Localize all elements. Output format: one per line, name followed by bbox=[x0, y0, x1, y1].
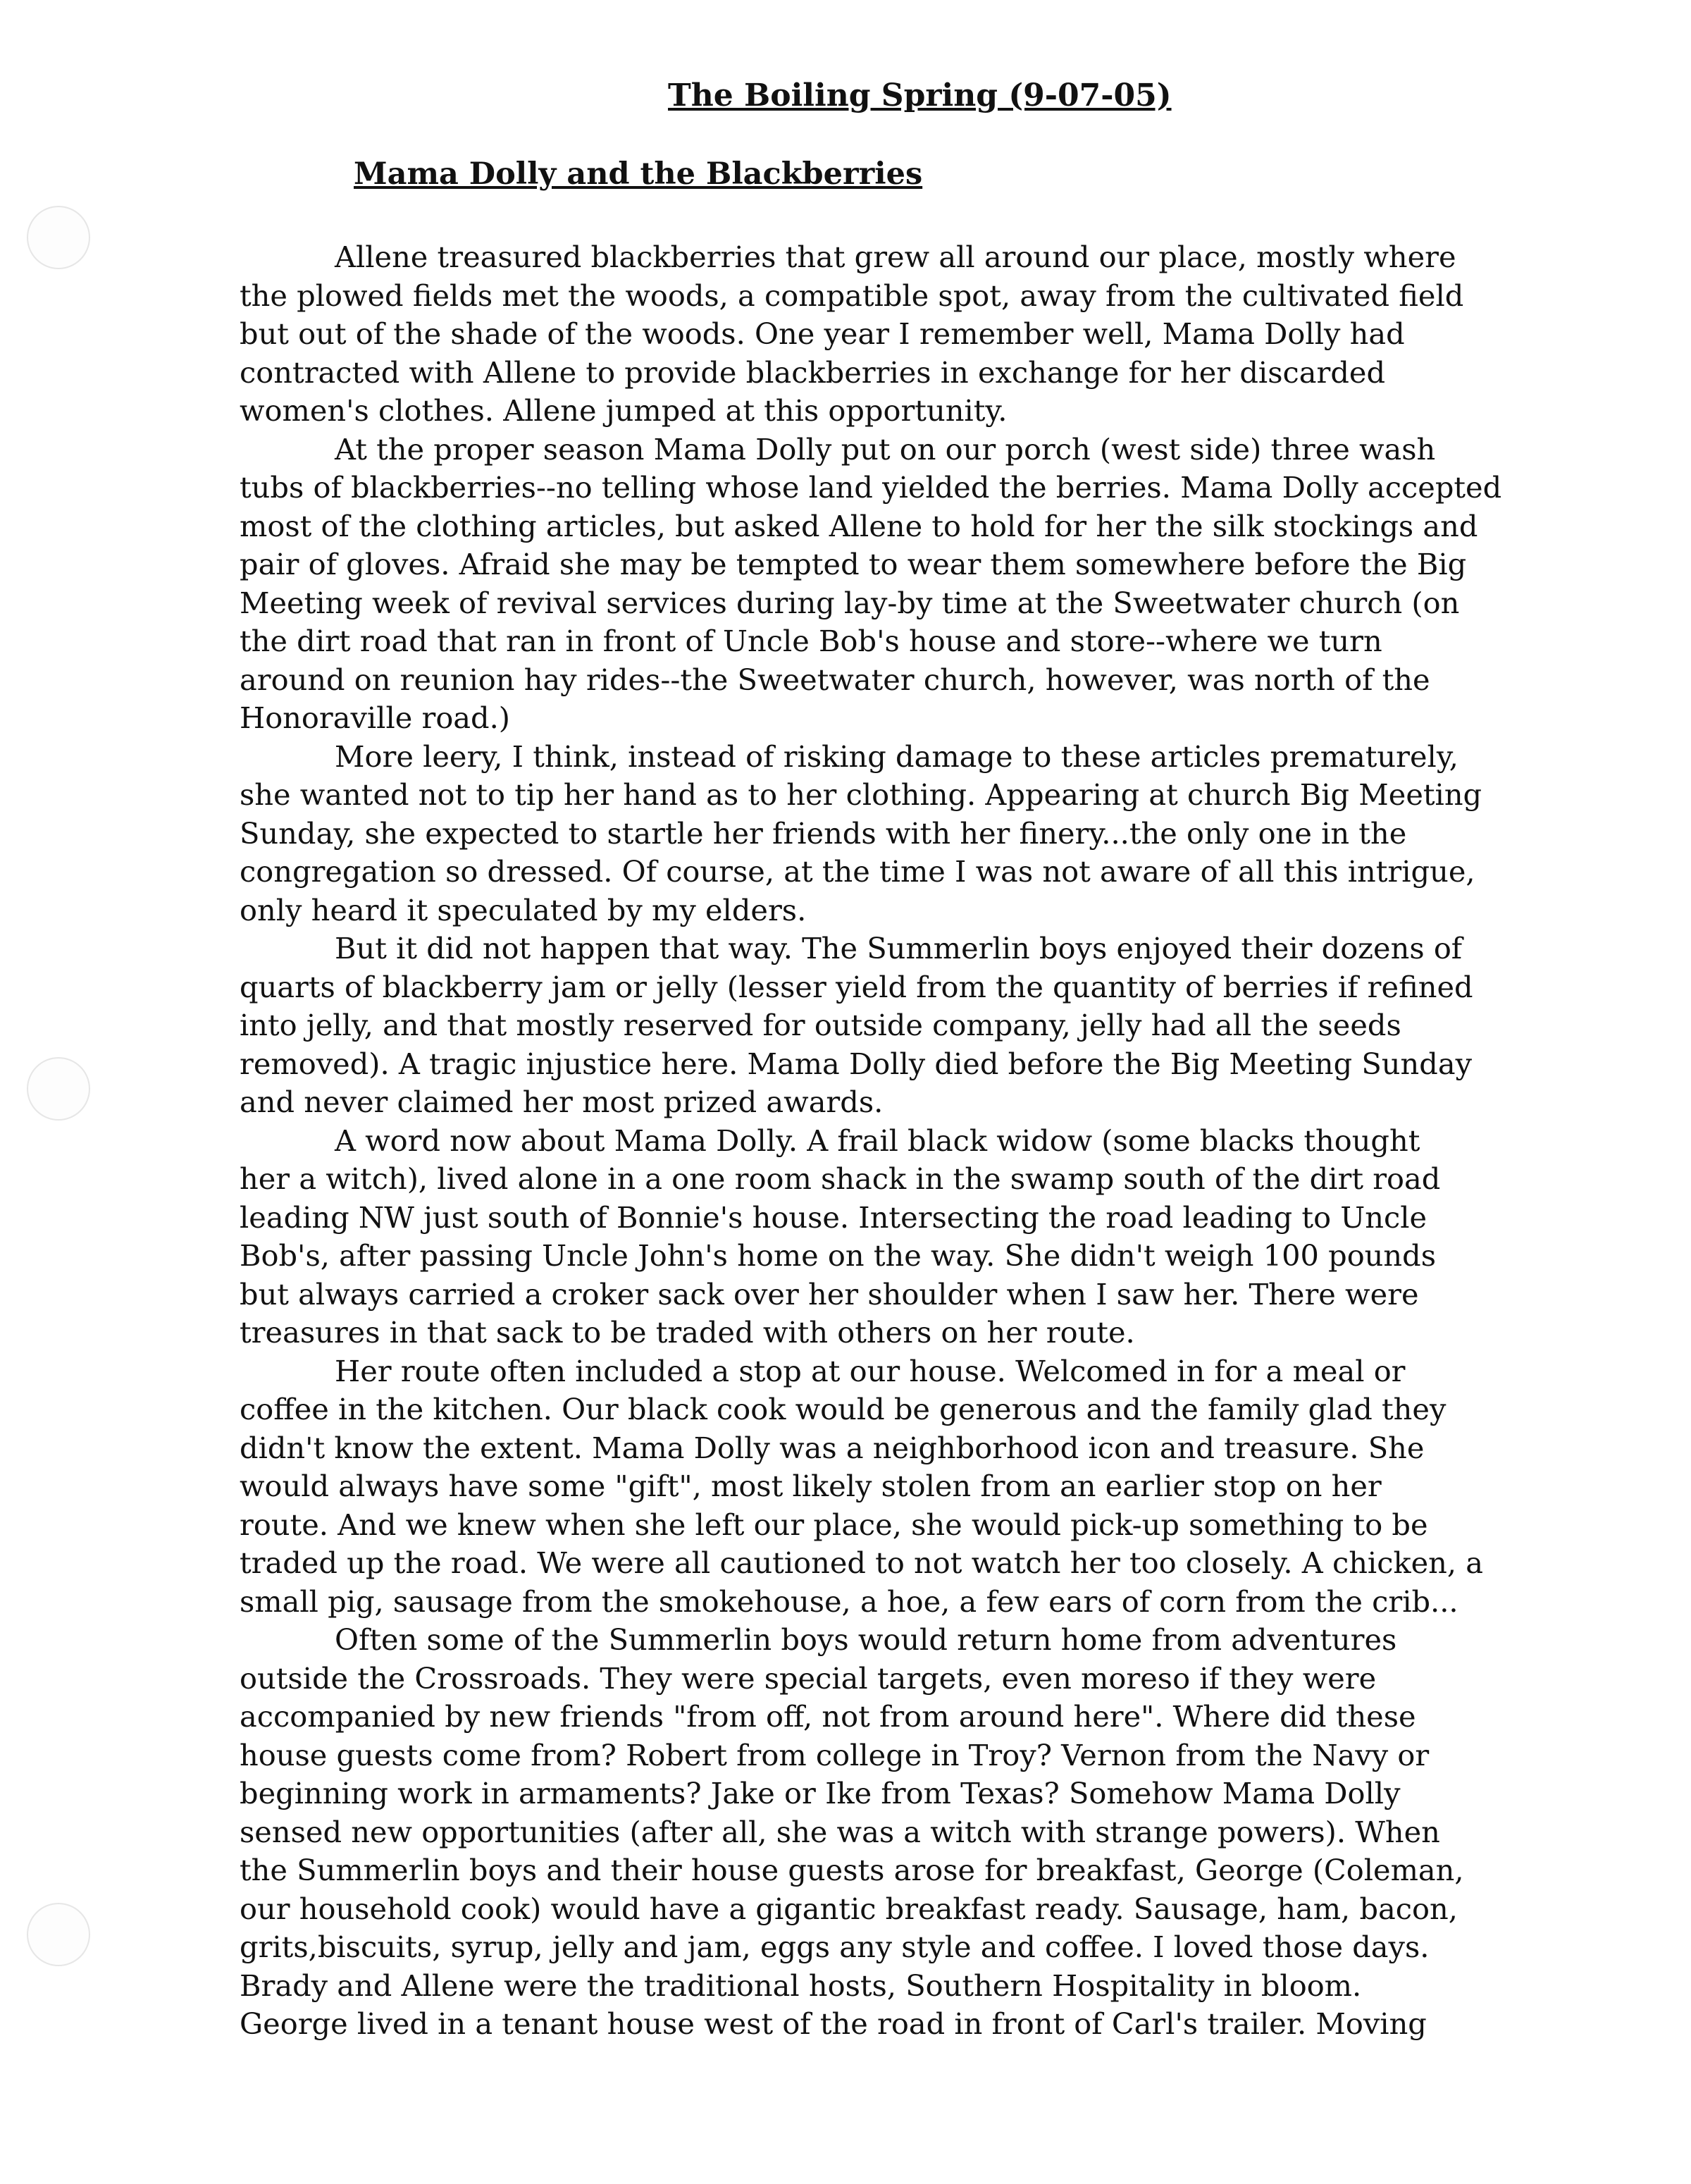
text-line: most of the clothing articles, but asked Allene to hold for her the silk stockings and bbox=[240, 508, 1478, 543]
text-line: tubs of blackberries--no telling whose land yielded the berries. Mama Dolly accepted bbox=[240, 470, 1502, 505]
text-line: traded up the road. We were all cautioned to not watch her too closely. A chicken, a bbox=[240, 1546, 1484, 1580]
text-line: only heard it speculated by my elders. bbox=[240, 892, 807, 927]
text-line: At the proper season Mama Dolly put on our porch (west side) three wash bbox=[335, 431, 1436, 467]
paragraph bbox=[240, 431, 1529, 738]
text-line: grits,biscuits, syrup, jelly and jam, eggs any style and coffee. I loved those days. bbox=[240, 1930, 1430, 1964]
punch-hole-middle bbox=[27, 1057, 90, 1121]
text-line: More leery, I think, instead of risking damage to these articles prematurely, bbox=[335, 739, 1458, 774]
text-line: small pig, sausage from the smokehouse, a hoe, a few ears of corn from the crib... bbox=[240, 1584, 1458, 1619]
text-line: accompanied by new friends "from off, not from around here". Where did these bbox=[240, 1699, 1416, 1734]
paragraph bbox=[240, 738, 1529, 930]
paragraph bbox=[240, 1621, 1529, 2044]
text-line: Sunday, she expected to startle her friends with her finery...the only one in the bbox=[240, 815, 1407, 851]
paragraph bbox=[240, 930, 1529, 1122]
text-line: contracted with Allene to provide blackberries in exchange for her discarded bbox=[240, 354, 1386, 390]
page-title: The Boiling Spring (9-07-05) bbox=[668, 78, 1172, 113]
text-line: pair of gloves. Afraid she may be tempted to wear them somewhere before the Big bbox=[240, 547, 1467, 581]
text-line: would always have some "gift", most likely stolen from an earlier stop on her bbox=[240, 1469, 1382, 1503]
text-line: Honoraville road.) bbox=[240, 701, 510, 735]
paragraph bbox=[240, 1122, 1529, 1352]
text-line: beginning work in armaments? Jake or Ike from Texas? Somehow Mama Dolly bbox=[240, 1776, 1401, 1810]
text-line: her a witch), lived alone in a one room shack in the swamp south of the dirt road bbox=[240, 1161, 1441, 1196]
text-line: but out of the shade of the woods. One year I remember well, Mama Dolly had bbox=[240, 316, 1405, 351]
text-line: into jelly, and that mostly reserved for outside company, jelly had all the seeds bbox=[240, 1008, 1401, 1042]
document-body bbox=[240, 238, 1529, 2044]
text-line: outside the Crossroads. They were special targets, even moreso if they were bbox=[240, 1660, 1377, 1696]
text-line: house guests come from? Robert from college in Troy? Vernon from the Navy or bbox=[240, 1737, 1430, 1772]
text-line: quarts of blackberry jam or jelly (lesser yield from the quantity of berries if refined bbox=[240, 969, 1473, 1004]
text-line: Meeting week of revival services during lay-by time at the Sweetwater church (on bbox=[240, 585, 1460, 620]
text-line: sensed new opportunities (after all, she was a witch with strange powers). When bbox=[240, 1814, 1440, 1849]
text-line: But it did not happen that way. The Summerlin boys enjoyed their dozens of bbox=[335, 931, 1463, 965]
text-line: the Summerlin boys and their house guests arose for breakfast, George (Coleman, bbox=[240, 1853, 1464, 1887]
text-line: she wanted not to tip her hand as to her clothing. Appearing at church Big Meeting bbox=[240, 777, 1482, 812]
text-line: the plowed fields met the woods, a compatible spot, away from the cultivated field bbox=[240, 278, 1464, 313]
text-line: around on reunion hay rides--the Sweetwater church, however, was north of the bbox=[240, 662, 1430, 697]
section-title: Mama Dolly and the Blackberries bbox=[354, 156, 923, 192]
text-line: the dirt road that ran in front of Uncle Bob's house and store--where we turn bbox=[240, 624, 1382, 658]
text-line: women's clothes. Allene jumped at this opportunity. bbox=[240, 393, 1008, 428]
text-line: coffee in the kitchen. Our black cook would be generous and the family glad they bbox=[240, 1392, 1447, 1426]
text-line: A word now about Mama Dolly. A frail black widow (some blacks thought bbox=[335, 1123, 1420, 1158]
text-line: Bob's, after passing Uncle John's home on the way. She didn't weigh 100 pounds bbox=[240, 1238, 1436, 1273]
text-line: didn't know the extent. Mama Dolly was a neighborhood icon and treasure. She bbox=[240, 1430, 1425, 1465]
punch-hole-top bbox=[27, 206, 90, 269]
text-line: leading NW just south of Bonnie's house. Intersecting the road leading to Uncle bbox=[240, 1199, 1427, 1235]
text-line: our household cook) would have a gigantic breakfast ready. Sausage, ham, bacon, bbox=[240, 1891, 1458, 1926]
text-line: treasures in that sack to be traded with others on her route. bbox=[240, 1315, 1135, 1350]
text-line: George lived in a tenant house west of the road in front of Carl's trailer. Moving bbox=[240, 2006, 1427, 2041]
text-line: but always carried a croker sack over her shoulder when I saw her. There were bbox=[240, 1276, 1419, 1312]
paragraph bbox=[240, 1352, 1529, 1622]
text-line: Often some of the Summerlin boys would return home from adventures bbox=[335, 1622, 1397, 1657]
text-line: and never claimed her most prized awards. bbox=[240, 1085, 884, 1119]
paragraph bbox=[240, 238, 1529, 431]
text-line: Allene treasured blackberries that grew all around our place, mostly where bbox=[335, 240, 1456, 274]
text-line: Brady and Allene were the traditional hosts, Southern Hospitality in bloom. bbox=[240, 1968, 1362, 2003]
text-line: Her route often included a stop at our house. Welcomed in for a meal or bbox=[335, 1353, 1406, 1388]
punch-hole-bottom bbox=[27, 1903, 90, 1966]
text-line: congregation so dressed. Of course, at the time I was not aware of all this intrigue, bbox=[240, 854, 1475, 889]
text-line: route. And we knew when she left our place, she would pick-up something to be bbox=[240, 1507, 1428, 1542]
text-line: removed). A tragic injustice here. Mama Dolly died before the Big Meeting Sunday bbox=[240, 1046, 1473, 1081]
